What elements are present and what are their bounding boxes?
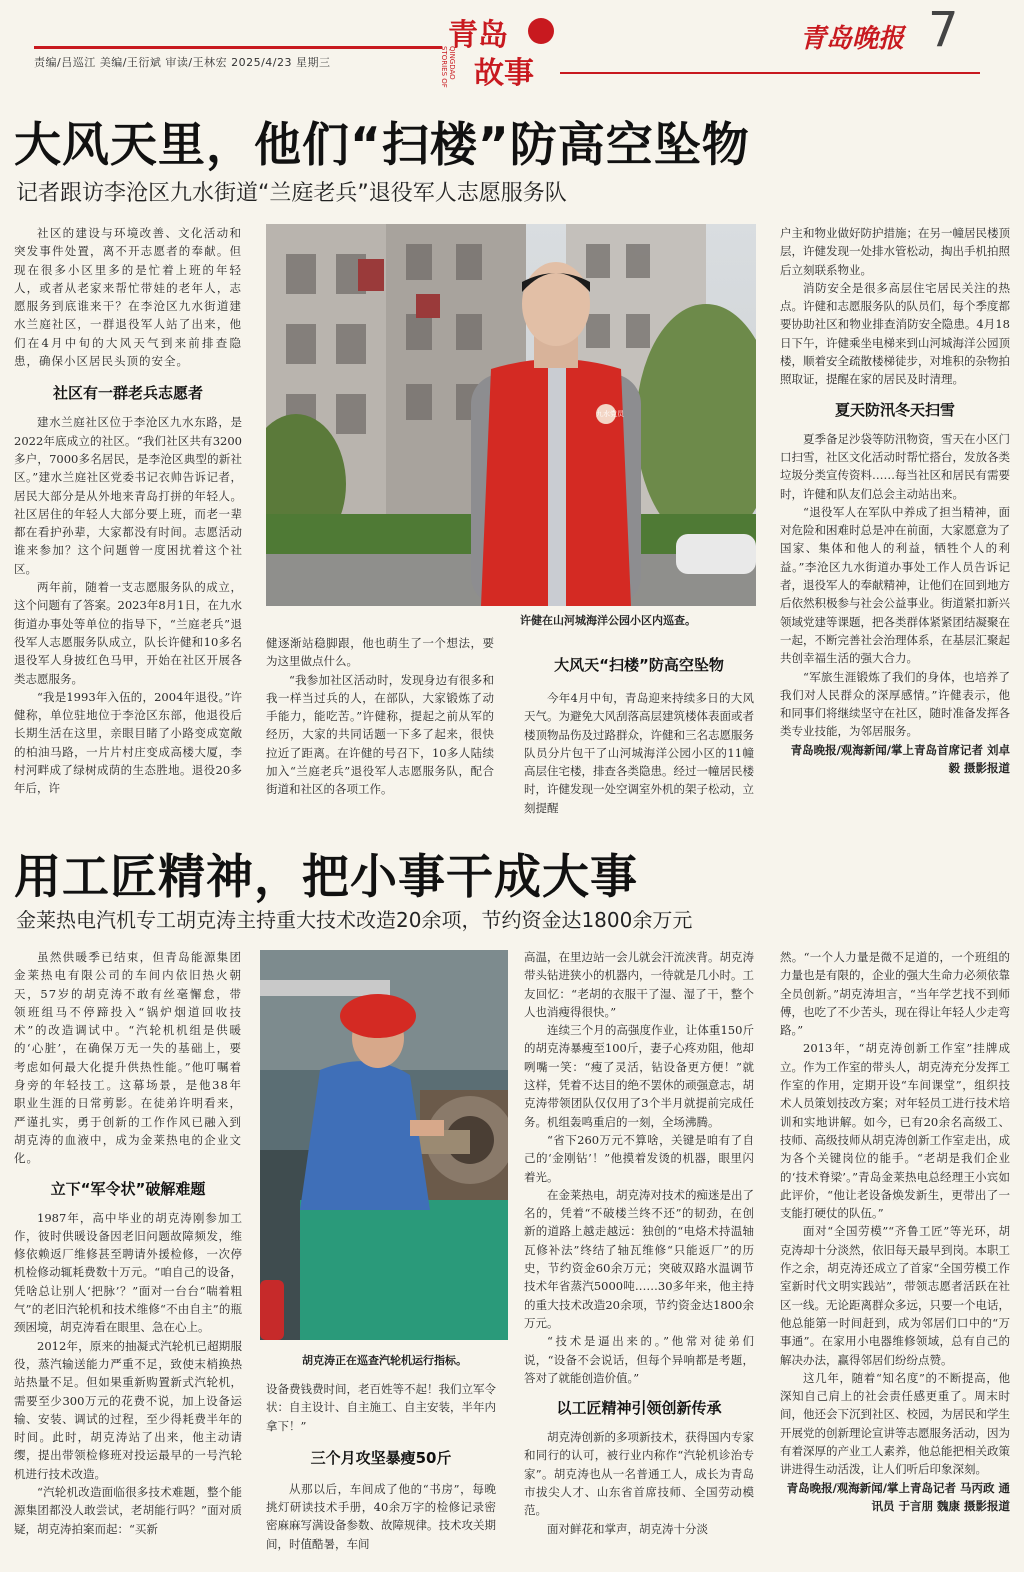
- story2-column-1: [14, 948, 242, 1538]
- story2-subhead-3: 以工匠精神引领创新传承: [556, 1399, 722, 1418]
- story1-paragraph: 今年4月中旬，青岛迎来持续多日的大风天气。为避免大风刮落高层建筑楼体表面或者楼顶物品伤及过路群众，许健和三名志愿服务队员分片包干了山河城海洋公园小区的11幢高层住宅楼，排查各类隐患。经过一幢居民楼时，许健发现一处空调室外机的架子松动，立刻提醒: [524, 691, 754, 815]
- section-logo-a: 青岛: [448, 18, 508, 53]
- header-rule-left: [34, 46, 442, 49]
- story1-column-3: [524, 654, 754, 817]
- story1-paragraph: 夏季备足沙袋等防汛物资，雪天在小区门口扫雪，社区文化活动时帮忙搭台，发放各类垃圾分类宣传资料……每当社区和居民有需要时，许健和队友们总会主动站出来。: [780, 431, 1010, 501]
- story1-subhead-3: 夏天防汛冬天扫雪: [834, 400, 955, 419]
- story2-paragraph: 设备费钱费时间，老百姓等不起！我们立军令状：自主设计、自主施工、自主安装，半年内拿下！”: [266, 1382, 496, 1433]
- story2-paragraph: 然。“一个人力量是微不足道的，一个班组的力量也是有限的，企业的强大生命力必须依靠全员创新。”胡克涛坦言，“当年学艺找不到师傅，也吃了不少苦头，现在得让年轻人少走弯路。”: [780, 950, 1010, 1038]
- story2-photo: [260, 950, 508, 1340]
- section-logo-b: 故事: [474, 56, 534, 91]
- story2-byline: 青岛晚报/观海新闻/掌上青岛记者 马丙政 通讯员 于言朋 魏康 摄影报道: [786, 1480, 1010, 1513]
- story2-subheadline: 金莱热电汽机专工胡克涛主持重大技术改造20余项，节约资金达1800余万元: [16, 908, 693, 932]
- sun-icon: [528, 18, 554, 44]
- story1-paragraph: “退役军人在军队中养成了担当精神，面对危险和困难时总是冲在前面，大家愿意为了国家、集体和他人的利益，牺牲个人的利益。”李沧区九水街道办事处工作人员告诉记者，退役军人的奉献精神，让他们在回到地方后依然积极参与社会公益事业。街道紧扣新兴领域党建等课题，把各类群体紧紧团结凝聚在一起，不断完善社会治理体系，在基层汇聚起共创幸福生活的强大合力。: [780, 504, 1010, 666]
- story1-photo: [266, 224, 756, 606]
- story2-paragraph: 2012年，原来的抽凝式汽轮机已超期服役，蒸汽输送能力严重不足，致使末梢换热站热量不足。但如果重新购置新式汽轮机，需要至少300万元的花费不说，加上设备运输、安装、调试的过程，至少得耗费半年的时间。此时，胡克涛站了出来，他主动请缨，提出带领检修班对投运最早的一号汽轮机进行技术改造。: [14, 1338, 242, 1481]
- story1-paragraph: 两年前，随着一支志愿服务队的成立，这个问题有了答案。2023年8月1日，在九水街道办事处等单位的指导下，“兰庭老兵”退役军人志愿服务队成立，队长许健和10多名退役军人身披红色马甲，开始在社区开展各类志愿服务。: [14, 580, 242, 686]
- section-logo-english: QINGDAO STORIES OF: [440, 46, 456, 88]
- editor-credits: 责编/吕巡江 美编/王衍斌 审读/王林宏 2025/4/23 星期三: [34, 56, 331, 69]
- story2-photo-caption: 胡克涛正在巡查汽轮机运行指标。: [302, 1354, 467, 1367]
- story1-paragraph: 消防安全是很多高层住宅居民关注的热点。许健和志愿服务队的队员们，每个季度都要协助社区和物业排查消防安全隐患。4月18日下午，许健乘坐电梯来到山河城海洋公园顶楼，顺着安全疏散楼梯徒步，对堆积的杂物拍照取证，提醒在家的居民及时清理。: [780, 280, 1010, 387]
- worker-photo-illustration: [260, 950, 508, 1340]
- story1-paragraph: 建水兰庭社区位于李沧区九水东路，是2022年底成立的社区。“我们社区共有3200多户，7000多名居民，是李沧区典型的新社区。”建水兰庭社区党委书记衣帅告诉记者，居民大部分是从外地来青岛打拼的年轻人。社区居住的年轻人大部分要上班，而老一辈都在看护孙辈，大家都没有时间。志愿活动谁来参加？这个问题曾一度困扰着这个社区。: [14, 415, 242, 576]
- story2-paragraph: 高温，在里边站一会儿就会汗流浃背。胡克涛带头钻进狭小的机器内，一待就是几小时。工友回忆：“老胡的衣服干了湿、湿了干，整个人也消瘦得很快。”: [524, 950, 754, 1019]
- story2-paragraph: 面对鲜花和掌声，胡克涛十分淡: [547, 1521, 708, 1536]
- story2-paragraph: “汽轮机改造面临很多技术难题，整个能源集团都没人敢尝试，老胡能行吗？”面对质疑，胡克涛拍案而起：“买新: [14, 1485, 242, 1536]
- story2-column-4: [780, 948, 1010, 1515]
- section-logo: [440, 8, 570, 91]
- story1-lead: 社区的建设与环境改善、文化活动和突发事件处置，离不开志愿者的奉献。但现在很多小区里多的是忙着上班的年轻人，或者从老家来帮忙带娃的老年人，志愿服务到底谁来干？在李沧区九水街道建水兰庭社区，一群退役军人站了出来，他们在4月中旬的大风天气到来前排查隐患，确保小区居民头顶的安全。: [14, 226, 242, 369]
- story1-column-4: [780, 224, 1010, 777]
- story1-column-1: [14, 224, 242, 798]
- story2-subhead-2: 三个月攻坚暴瘦50斤: [310, 1448, 452, 1467]
- story2-paragraph: 连续三个月的高强度作业，让体重150斤的胡克涛暴瘦至100斤，妻子心疼劝阻，他却咧嘴一笑：“瘦了灵活，钻设备更方便！”就这样，凭着不达目的绝不罢休的顽强意志，胡克涛带领团队仅仅用了3个半月就提前完成任务。机组轰鸣重启的一刻，全场沸腾。: [524, 1023, 754, 1129]
- story1-headline: 大风天里，他们“扫楼”防高空坠物: [14, 118, 750, 173]
- story2-paragraph: 1987年，高中毕业的胡克涛刚参加工作，彼时供暖设备因老旧问题故障频发，维修依赖返厂维修甚至聘请外援检修，一次停机检修动辄耗费数十万元。“咱自己的设备，凭啥总让别人‘把脉’？”面对一台台“喘着粗气”的老旧汽轮机和技术维修“不由自主”的瓶颈困境，胡克涛看在眼里、急在心上。: [14, 1210, 242, 1335]
- header-rule-right: [560, 72, 980, 74]
- story1-subhead-2: 大风天“扫楼”防高空坠物: [554, 656, 724, 674]
- story1-paragraph: “军旅生涯锻炼了我们的身体，也培养了我们对人民群众的深厚感情。”许健表示，他和同事们将继续坚守在社区，随时准备发挥各类专业技能，为邻居服务。: [780, 669, 1010, 739]
- story1-paragraph: “我参加社区活动时，发现身边有很多和我一样当过兵的人，在部队，大家锻炼了动手能力，能吃苦。”许健称，提起之前从军的经历，大家的共同话题一下多了起来，很快拉近了距离。在许健的号召下，10多人陆续加入“兰庭老兵”退役军人志愿服务队，配合街道和社区的各项工作。: [266, 672, 494, 797]
- story2-paragraph: 从那以后，车间成了他的“书房”，每晚挑灯研读技术手册，40余万字的检修记录密密麻麻写满设备参数、故障规律。技术攻关期间，时值酷暑，车间: [266, 1481, 496, 1551]
- story2-paragraph: 胡克涛创新的多项新技术，获得国内专家和同行的认可，被行业内称作“汽轮机诊治专家”。胡克涛也从一名普通工人，成长为青岛市拔尖人才、山东省首席技师、全国劳动模范。: [524, 1430, 754, 1518]
- story2-headline: 用工匠精神，把小事干成大事: [14, 850, 638, 905]
- story2-paragraph: 面对“全国劳模”“齐鲁工匠”等光环，胡克涛却十分淡然，依旧每天最早到岗。本职工作之余，胡克涛还成立了首家“全国劳模工作室新时代文明实践站”，带领志愿者活跃在社区一线。无论距离群众多远，只要一个电话，他总能第一时间赶到，成为邻居们口中的“万事通”。在家用小电器维修领域，总有自己的解决办法，赢得邻居们纷纷点赞。: [780, 1224, 1010, 1367]
- story2-column-3: [524, 948, 754, 1538]
- story1-column-2: [266, 634, 494, 799]
- story1-photo-caption: 许健在山河城海洋公园小区内巡查。: [520, 614, 696, 627]
- story1-byline: 青岛晚报/观海新闻/掌上青岛首席记者 刘卓毅 摄影报道: [790, 742, 1010, 775]
- volunteer-photo-illustration: [266, 224, 756, 606]
- story1-paragraph: “我是1993年入伍的，2004年退役。”许健称，单位驻地位于李沧区东部，他退役后长期生活在这里，亲眼目睹了小路变成宽敞的柏油马路，一片片村庄变成高楼大厦，李村河畔成了绿树成荫的生态胜地。退役20多年后，许: [14, 689, 242, 796]
- story2-paragraph: 这几年，随着“知名度”的不断提高，他深知自己肩上的社会责任感更重了。周末时间，他还会下沉到社区、校园，为居民和学生开展党的创新理论宣讲等志愿服务活动，因为有着深厚的产业工人素养，他总能把相关政策讲进得生动活泼，让人们听后印象深刻。: [780, 1370, 1010, 1477]
- story2-subhead-1: 立下“军令状”破解难题: [50, 1179, 206, 1198]
- story2-lead: 虽然供暖季已结束，但青岛能源集团金莱热电有限公司的车间内依旧热火朝天，57岁的胡克涛不敢有丝毫懈怠，带领班组马不停蹄投入“锅炉烟道回收技术”的改造调试中。“汽轮机机组是供暖的‘心脏’，在确保万无一失的基础上，要考虑如何最大化提升供热性能。”他叮嘱着身旁的年轻技工。这幕场景，是他38年职业生涯的日常剪影。在徒弟许明看来，严谨扎实，勇于创新的工作作风已融入到胡克涛的血液中，成为金莱热电的企业文化。: [14, 950, 242, 1166]
- story2-paragraph: 2013年，“胡克涛创新工作室”挂牌成立。作为工作室的带头人，胡克涛充分发挥工作室的作用，定期开设“车间课堂”，组织技术人员策划技改方案；对年轻员工进行技术培训和实地讲解。如今，已有20余名高级工、技师、高级技师从胡克涛创新工作室走出，成为各个关键岗位的能手。“老胡是我们企业的‘技术脊梁’。”青岛金莱热电总经理王小宾如此评价，“他让老设备焕发新生，更带出了一支能打硬仗的队伍。”: [780, 1041, 1010, 1221]
- story2-paragraph: 在金莱热电，胡克涛对技术的痴迷是出了名的，凭着“不破楼兰终不还”的韧劲，在创新的道路上越走越远：独创的“电烙术持温轴瓦修补法”终结了轴瓦维修“只能返厂”的历史，节约资金60余万元；突破双路水温调节技术年省蒸汽5000吨……30多年来，他主持的重大技术改造20余项，节约资金达1800余万元。: [524, 1187, 754, 1330]
- story2-paragraph: “省下260万元不算啥，关键是咱有了自己的‘金刚钻’！”他摸着发烫的机器，眼里闪着光。: [524, 1132, 754, 1184]
- page-number: 7: [928, 2, 959, 58]
- story2-column-2: [266, 1380, 496, 1553]
- newspaper-name: 青岛晚报: [800, 24, 905, 54]
- vest-logo-text: 九水党员: [596, 410, 624, 418]
- story1-subheadline: 记者跟访李沧区九水街道“兰庭老兵”退役军人志愿服务队: [16, 181, 567, 206]
- story2-paragraph: “技术是逼出来的。”他常对徒弟们说，“设备不会说话，但每个异响都是考题，答对了就能创造价值。”: [524, 1334, 754, 1385]
- story1-paragraph: 健逐渐站稳脚跟，他也萌生了一个想法，要为这里做点什么。: [266, 636, 494, 669]
- story1-subhead-1: 社区有一群老兵志愿者: [52, 384, 203, 403]
- story1-paragraph: 户主和物业做好防护措施；在另一幢居民楼顶层，许健发现一处排水管松动，掏出手机拍照后立刻联系物业。: [780, 226, 1010, 277]
